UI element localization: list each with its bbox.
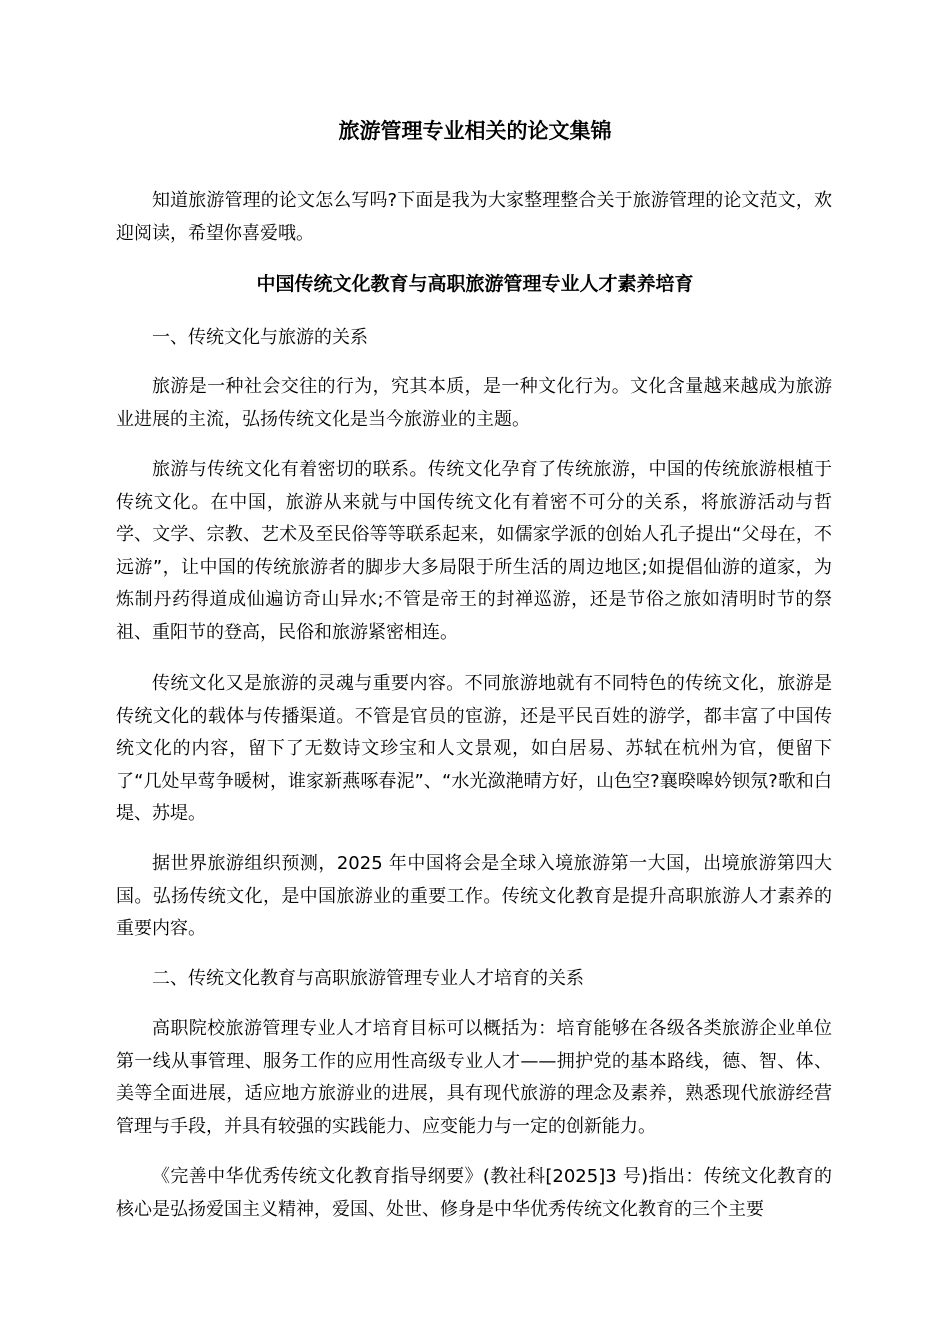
document-title: 旅游管理专业相关的论文集锦	[338, 119, 612, 143]
intro-paragraph: 知道旅游管理的论文怎么写吗?下面是我为大家整理整合关于旅游管理的论文范文，欢迎阅读，希望你喜爱哦。	[116, 190, 832, 244]
paragraph-1-1: 旅游是一种社会交往的行为，究其本质，是一种文化行为。文化含量越来越成为旅游业进展的主流，弘扬传统文化是当今旅游业的主题。	[116, 376, 832, 430]
paragraph-1-3: 传统文化又是旅游的灵魂与重要内容。不同旅游地就有不同特色的传统文化，旅游是传统文化的载体与传播渠道。不管是官员的宦游，还是平民百姓的游学，都丰富了中国传统文化的内容，留下了无数诗文珍宝和人文景观，如白居易、苏轼在杭州为官，便留下了“几处早莺争暖树，谁家新燕啄春泥”、“水光潋滟晴方好，山色空?襄暌嗥妗钡氖?歌和白堤、苏堤。	[116, 673, 832, 824]
section-heading-2: 二、传统文化教育与高职旅游管理专业人才培育的关系	[152, 968, 584, 989]
paragraph-1-4: 据世界旅游组织预测，2025 年中国将会是全球入境旅游第一大国，出境旅游第四大国。弘扬传统文化，是中国旅游业的重要工作。传统文化教育是提升高职旅游人才素养的重要内容。	[116, 853, 832, 939]
paragraph-1-2: 旅游与传统文化有着密切的联系。传统文化孕育了传统旅游，中国的传统旅游根植于传统文化。在中国，旅游从来就与中国传统文化有着密不可分的关系，将旅游活动与哲学、文学、宗教、艺术及至民俗等等联系起来，如儒家学派的创始人孔子提出“父母在，不远游”，让中国的传统旅游者的脚步大多局限于所生活的周边地区;如提倡仙游的道家，为炼制丹药得道成仙遍访奇山异水;不管是帝王的封禅巡游，还是节俗之旅如清明时节的祭祖、重阳节的登高，民俗和旅游紧密相连。	[116, 459, 832, 643]
article-title: 中国传统文化教育与高职旅游管理专业人才素养培育	[256, 273, 694, 295]
paragraph-2-1: 高职院校旅游管理专业人才培育目标可以概括为：培育能够在各级各类旅游企业单位第一线从事管理、服务工作的应用性高级专业人才——拥护党的基本路线，德、智、体、美等全面进展，适应地方旅游业的进展，具有现代旅游的理念及素养，熟悉现代旅游经营管理与手段，并具有较强的实践能力、应变能力与一定的创新能力。	[116, 1018, 832, 1137]
section-heading-1: 一、传统文化与旅游的关系	[152, 327, 368, 348]
paragraph-2-2: 《完善中华优秀传统文化教育指导纲要》(教社科[2025]3 号)指出：传统文化教育的核心是弘扬爱国主义精神，爱国、处世、修身是中华优秀传统文化教育的三个主要	[116, 1166, 832, 1220]
